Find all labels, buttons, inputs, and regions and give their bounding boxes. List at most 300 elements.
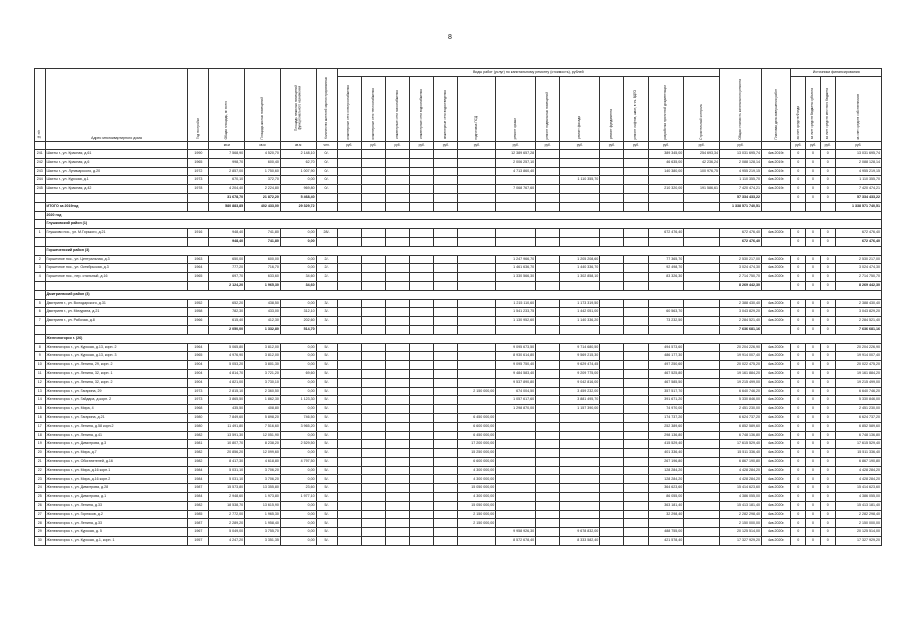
row-total-cost: 2 451 230,00: [719, 405, 761, 414]
row-fund-value: 0: [806, 150, 821, 159]
row-area-nonliving: 34,60: [280, 273, 316, 282]
row-fund-value: 2 714 750,70: [835, 273, 881, 282]
row-number: 30: [35, 537, 46, 546]
row-total-cost: 15 414 623,60: [719, 484, 761, 493]
row-total-cost: 672 476,40: [719, 237, 761, 246]
row-area-living: 3 812,00: [245, 352, 281, 361]
row-total-cost: 672 476,40: [719, 229, 761, 238]
row-residents: 28/-: [316, 229, 337, 238]
row-work-cost: [600, 343, 624, 352]
row-work-cost: [536, 158, 560, 167]
table-row: [35, 158, 882, 167]
header-work-col: [624, 77, 648, 142]
row-fund-value: 0: [806, 264, 821, 273]
row-area-nonliving: 1 007,90: [280, 167, 316, 176]
row-address: Шахты г., ул. Курская, д.1: [45, 176, 188, 185]
row-fund-value: 0: [806, 185, 821, 194]
row-work-cost: [434, 528, 458, 537]
row-work-cost: [434, 299, 458, 308]
row-residents: 5/-: [316, 493, 337, 502]
row-total-cost: 3 043 829,20: [719, 308, 761, 317]
row-work-cost: [410, 387, 434, 396]
row-plan-date: 4кв.2020г.: [762, 352, 791, 361]
row-fund-value: 17 615 529,40: [835, 440, 881, 449]
row-work-cost: [496, 501, 536, 510]
row-fund-value: 0: [791, 281, 806, 290]
row-plan-date: 4кв.2020г.: [762, 273, 791, 282]
row-number: 14: [35, 396, 46, 405]
row-work-cost: [434, 325, 458, 334]
row-work-cost: [458, 281, 496, 290]
row-work-cost: [458, 317, 496, 326]
row-work-cost: 252 389,60: [648, 422, 684, 431]
row-work-cost: [337, 466, 361, 475]
row-work-cost: [624, 405, 648, 414]
row-work-cost: [536, 537, 560, 546]
row-work-cost: [434, 387, 458, 396]
row-work-cost: [337, 176, 361, 185]
row-work-cost: [434, 510, 458, 519]
row-work-cost: [600, 422, 624, 431]
row-fund-value: 0: [820, 352, 835, 361]
row-fund-value: 0: [806, 387, 821, 396]
units-cell: руб.: [624, 142, 648, 150]
row-area-nonliving: 0,00: [280, 387, 316, 396]
row-area-nonliving: 2 529,50: [280, 440, 316, 449]
row-work-cost: [410, 413, 434, 422]
row-work-cost: [385, 325, 409, 334]
row-work-cost: [600, 537, 624, 546]
row-work-cost: 12 389 657,28: [496, 150, 536, 159]
row-work-cost: [648, 281, 684, 290]
row-address: Железногорск г., ул. Димитрова, д.28: [45, 484, 188, 493]
row-fund-value: 0: [820, 308, 835, 317]
row-fund-value: 2 150 000,00: [835, 519, 881, 528]
row-work-cost: [337, 528, 361, 537]
row-work-cost: [434, 176, 458, 185]
row-work-cost: [536, 255, 560, 264]
units-cell: [762, 142, 791, 150]
row-area-living: 1 750,60: [245, 167, 281, 176]
row-work-cost: [361, 343, 385, 352]
row-fund-value: 0: [820, 440, 835, 449]
row-area-nonliving: 514,70: [280, 325, 316, 334]
row-work-cost: [624, 387, 648, 396]
row-total-cost: 7 420 474,21: [719, 185, 761, 194]
row-area-living: 600,00: [245, 255, 281, 264]
row-area-total: 2 857,00: [209, 167, 245, 176]
row-work-cost: [434, 369, 458, 378]
row-work-cost: [496, 237, 536, 246]
row-work-cost: [434, 466, 458, 475]
row-number: 244: [35, 176, 46, 185]
row-year: 1964: [188, 343, 209, 352]
row-fund-value: 0: [820, 193, 835, 202]
row-work-cost: 1 541 233,75: [496, 308, 536, 317]
row-area-total: 4 204,40: [209, 185, 245, 194]
row-fund-value: 0: [806, 378, 821, 387]
row-fund-value: 0: [791, 493, 806, 502]
row-number: 11: [35, 369, 46, 378]
row-total-cost: 4 955 219,15: [719, 167, 761, 176]
row-fund-value: 0: [806, 431, 821, 440]
row-work-cost: [385, 264, 409, 273]
row-work-cost: 9 714 680,50: [560, 343, 600, 352]
row-number: 5: [35, 299, 46, 308]
row-work-cost: [600, 466, 624, 475]
row-area-nonliving: 0,00: [280, 352, 316, 361]
row-work-cost: [684, 255, 720, 264]
row-area-nonliving: 0,00: [280, 299, 316, 308]
row-work-cost: 1 215 110,60: [496, 299, 536, 308]
row-work-cost: [684, 317, 720, 326]
row-number: 241: [35, 150, 46, 159]
row-fund-value: 0: [791, 352, 806, 361]
row-address: Горшечное пос., ул. Центральная, д.3: [45, 255, 188, 264]
row-work-cost: [361, 255, 385, 264]
row-fund-value: 0: [806, 466, 821, 475]
row-plan-date: 4кв.2020г.: [762, 449, 791, 458]
row-work-cost: 1 140 336,20: [560, 317, 600, 326]
row-plan-date: 4кв.2020г.: [762, 405, 791, 414]
row-work-cost: [458, 343, 496, 352]
row-number: 1: [35, 229, 46, 238]
row-area-total: 10 807,70: [209, 440, 245, 449]
row-residents: 0/-: [316, 167, 337, 176]
row-work-cost: [385, 281, 409, 290]
row-work-cost: 60 563,70: [648, 308, 684, 317]
units-cell: руб.: [361, 142, 385, 150]
row-work-cost: [385, 440, 409, 449]
row-work-cost: 32 298,40: [648, 510, 684, 519]
row-work-cost: [684, 466, 720, 475]
row-residents: 5/-: [316, 352, 337, 361]
row-work-cost: [337, 317, 361, 326]
units-cell: кв.м: [245, 142, 281, 150]
row-work-cost: [410, 537, 434, 546]
row-work-cost: [624, 264, 648, 273]
row-work-cost: [600, 352, 624, 361]
row-number: 22: [35, 466, 46, 475]
row-plan-date: 4кв.2019г.: [762, 150, 791, 159]
units-cell: руб.: [600, 142, 624, 150]
row-work-cost: [496, 440, 536, 449]
row-work-cost: [600, 510, 624, 519]
row-fund-value: 0: [806, 510, 821, 519]
row-fund-value: 0: [806, 440, 821, 449]
row-work-cost: 363 181,40: [648, 501, 684, 510]
subtotal-row: [35, 193, 882, 202]
row-plan-date: [762, 237, 791, 246]
row-work-cost: [434, 475, 458, 484]
section-row: [35, 220, 882, 229]
row-work-cost: [536, 176, 560, 185]
row-work-cost: [624, 466, 648, 475]
row-total-cost: 17 615 529,40: [719, 440, 761, 449]
row-fund-value: 4 955 219,15: [835, 167, 881, 176]
row-area-nonliving: 0,00: [280, 378, 316, 387]
row-fund-value: 0: [791, 185, 806, 194]
row-year: 1981: [188, 440, 209, 449]
row-fund-value: 0: [806, 422, 821, 431]
row-work-cost: [337, 255, 361, 264]
row-work-cost: [624, 519, 648, 528]
table-row: [35, 352, 882, 361]
row-work-cost: [337, 185, 361, 194]
row-work-cost: [624, 422, 648, 431]
row-total-cost: 7 636 681,16: [719, 325, 761, 334]
row-work-cost: 100 976,75: [684, 167, 720, 176]
row-work-cost: [361, 264, 385, 273]
row-area-total: 948,40: [209, 237, 245, 246]
table-row: [35, 413, 882, 422]
row-number: [35, 202, 46, 211]
row-work-cost: [496, 422, 536, 431]
table-row: [35, 405, 882, 414]
row-year: 1973: [188, 176, 209, 185]
row-area-total: 697,70: [209, 273, 245, 282]
row-work-cost: [458, 176, 496, 185]
subtotal-row: [35, 325, 882, 334]
units-cell: руб.: [496, 142, 536, 150]
row-work-cost: [536, 229, 560, 238]
row-year: 1967: [188, 528, 209, 537]
row-fund-value: 0: [806, 528, 821, 537]
row-year: 1904: [188, 369, 209, 378]
row-fund-value: 0: [820, 475, 835, 484]
header-work-label: инженерные сети электроснабжения: [346, 84, 351, 140]
table-row: [35, 185, 882, 194]
row-number: 19: [35, 440, 46, 449]
row-work-cost: [560, 440, 600, 449]
row-work-cost: [434, 361, 458, 370]
row-work-cost: [600, 264, 624, 273]
row-year: 1952: [188, 299, 209, 308]
row-work-cost: [624, 457, 648, 466]
row-work-cost: [410, 281, 434, 290]
row-work-cost: [410, 361, 434, 370]
row-work-cost: [385, 484, 409, 493]
row-work-cost: [536, 501, 560, 510]
row-fund-value: 7 420 474,21: [835, 185, 881, 194]
table-row: [35, 431, 882, 440]
row-area-nonliving: 3 965,20: [280, 422, 316, 431]
header-area-nonliving: Площадь нежилых помещений функционального назначения: [293, 85, 302, 132]
row-work-cost: [385, 308, 409, 317]
header-work-label: ремонт лифтов, шахт, в т.ч. ВДГО: [633, 89, 638, 140]
row-fund-value: 0: [820, 501, 835, 510]
row-work-cost: [410, 237, 434, 246]
row-fund-value: 0: [791, 264, 806, 273]
section-row: [35, 334, 882, 343]
row-work-cost: 1 461 636,70: [496, 264, 536, 273]
row-fund-value: 0: [820, 369, 835, 378]
row-plan-date: 4кв.2020г.: [762, 378, 791, 387]
row-area-nonliving: 2 148,10: [280, 150, 316, 159]
row-work-cost: [684, 378, 720, 387]
row-address: [45, 281, 188, 290]
row-work-cost: [684, 405, 720, 414]
row-work-cost: [410, 466, 434, 475]
row-address: Железногорск г., ул. Гагарина, д.21: [45, 413, 188, 422]
row-area-living: 408,80: [245, 405, 281, 414]
row-work-cost: [536, 422, 560, 431]
row-address: ИТОГО за 2019год: [45, 202, 188, 211]
row-work-cost: [496, 325, 536, 334]
table-row: [35, 369, 882, 378]
row-fund-value: 0: [806, 281, 821, 290]
row-fund-value: 2 284 521,40: [835, 317, 881, 326]
row-plan-date: 4кв.2020г.: [762, 510, 791, 519]
row-year: 1973: [188, 396, 209, 405]
row-year: [188, 237, 209, 246]
row-work-cost: 467 585,50: [648, 378, 684, 387]
row-year: 1972: [188, 167, 209, 176]
section-title: Глушковский район (1): [45, 220, 882, 229]
row-work-cost: [600, 396, 624, 405]
row-area-total: 5 031,10: [209, 466, 245, 475]
row-work-cost: [361, 440, 385, 449]
row-work-cost: [684, 528, 720, 537]
header-fund-col: [806, 77, 821, 142]
row-area-nonliving: 69,60: [280, 369, 316, 378]
row-address: Железногорск г., ул. Ленина, 32, корп. 2: [45, 378, 188, 387]
row-work-cost: [560, 150, 600, 159]
row-work-cost: [410, 308, 434, 317]
row-work-cost: [684, 475, 720, 484]
row-total-cost: 6 852 589,60: [719, 422, 761, 431]
header-row-1: [35, 69, 882, 77]
row-residents: 5/-: [316, 378, 337, 387]
row-work-cost: [684, 431, 720, 440]
row-work-cost: [684, 176, 720, 185]
row-fund-value: 20 125 514,00: [835, 528, 881, 537]
row-work-cost: [684, 193, 720, 202]
row-fund-value: 0: [791, 308, 806, 317]
row-fund-value: 8 269 442,30: [835, 281, 881, 290]
row-fund-value: 672 476,40: [835, 237, 881, 246]
row-work-cost: [684, 457, 720, 466]
header-fund-col: [835, 77, 881, 142]
row-work-cost: [624, 396, 648, 405]
row-total-cost: 20 022 475,20: [719, 361, 761, 370]
row-area-nonliving: 0,00: [280, 229, 316, 238]
row-area-nonliving: 34,60: [280, 281, 316, 290]
row-number: [35, 220, 46, 229]
row-address: Железногорск г., ул. Димитрова, д.1: [45, 493, 188, 502]
row-work-cost: [560, 431, 600, 440]
row-address: Глушково пос., ул. М.Горького, д.21: [45, 229, 188, 238]
row-work-cost: [624, 150, 648, 159]
row-work-cost: [560, 484, 600, 493]
row-fund-value: 0: [806, 361, 821, 370]
row-area-living: 1 958,40: [245, 519, 281, 528]
row-area-total: 5 031,10: [209, 475, 245, 484]
total-row: [35, 202, 882, 211]
row-address: [45, 193, 188, 202]
row-work-cost: [361, 378, 385, 387]
row-work-cost: [337, 150, 361, 159]
row-work-cost: [560, 501, 600, 510]
row-residents: 5/-: [316, 449, 337, 458]
row-year: 1980: [188, 422, 209, 431]
row-work-cost: [624, 343, 648, 352]
row-area-living: 4 618,80: [245, 457, 281, 466]
row-area-total: 2 124,20: [209, 281, 245, 290]
row-residents: [316, 281, 337, 290]
row-fund-value: 672 476,40: [835, 229, 881, 238]
row-work-cost: [684, 273, 720, 282]
row-residents: 3/-: [316, 308, 337, 317]
row-area-nonliving: 0,00: [280, 405, 316, 414]
row-work-cost: [385, 369, 409, 378]
row-fund-value: 3 043 829,20: [835, 308, 881, 317]
row-work-cost: [600, 501, 624, 510]
row-residents: 5/-: [316, 466, 337, 475]
row-year: [188, 202, 209, 211]
row-work-cost: [361, 273, 385, 282]
row-area-living: 5 898,20: [245, 413, 281, 422]
row-work-cost: [385, 510, 409, 519]
row-work-cost: [434, 273, 458, 282]
row-residents: 5/-: [316, 343, 337, 352]
row-area-living: 438,50: [245, 299, 281, 308]
row-fund-value: 0: [820, 387, 835, 396]
row-work-cost: [600, 176, 624, 185]
row-work-cost: [337, 484, 361, 493]
row-work-cost: [684, 387, 720, 396]
header-work-label: ремонт фасада: [577, 116, 582, 140]
row-fund-value: 0: [820, 264, 835, 273]
row-area-total: 615,40: [209, 317, 245, 326]
row-fund-value: 0: [791, 167, 806, 176]
row-number: 15: [35, 405, 46, 414]
row-year: 1982: [188, 457, 209, 466]
row-work-cost: [337, 193, 361, 202]
row-total-cost: 2 150 000,00: [719, 519, 761, 528]
row-area-nonliving: 0,00: [280, 466, 316, 475]
row-work-cost: [496, 431, 536, 440]
row-work-cost: [385, 519, 409, 528]
row-number: 18: [35, 431, 46, 440]
row-fund-value: [806, 202, 821, 211]
row-work-cost: [434, 255, 458, 264]
row-work-cost: [361, 202, 385, 211]
row-work-cost: [600, 449, 624, 458]
row-work-cost: [458, 405, 496, 414]
row-work-cost: [648, 325, 684, 334]
row-work-cost: 467 525,80: [648, 369, 684, 378]
row-work-cost: [600, 475, 624, 484]
row-fund-value: 0: [820, 299, 835, 308]
row-work-cost: [361, 537, 385, 546]
row-work-cost: [361, 457, 385, 466]
row-address: Железногорск г., ул. Ленина, д.33: [45, 519, 188, 528]
row-work-cost: [337, 387, 361, 396]
row-fund-value: 0: [791, 519, 806, 528]
row-work-cost: [684, 449, 720, 458]
units-cell: руб.: [791, 142, 806, 150]
header-work-col: [410, 77, 434, 142]
row-fund-value: 20 204 226,90: [835, 343, 881, 352]
row-fund-value: 2 530 217,00: [835, 255, 881, 264]
row-fund-value: 0: [791, 273, 806, 282]
row-work-cost: [624, 413, 648, 422]
row-fund-value: 0: [791, 466, 806, 475]
row-fund-value: 2 451 230,00: [835, 405, 881, 414]
row-work-cost: [385, 361, 409, 370]
row-work-cost: [600, 519, 624, 528]
